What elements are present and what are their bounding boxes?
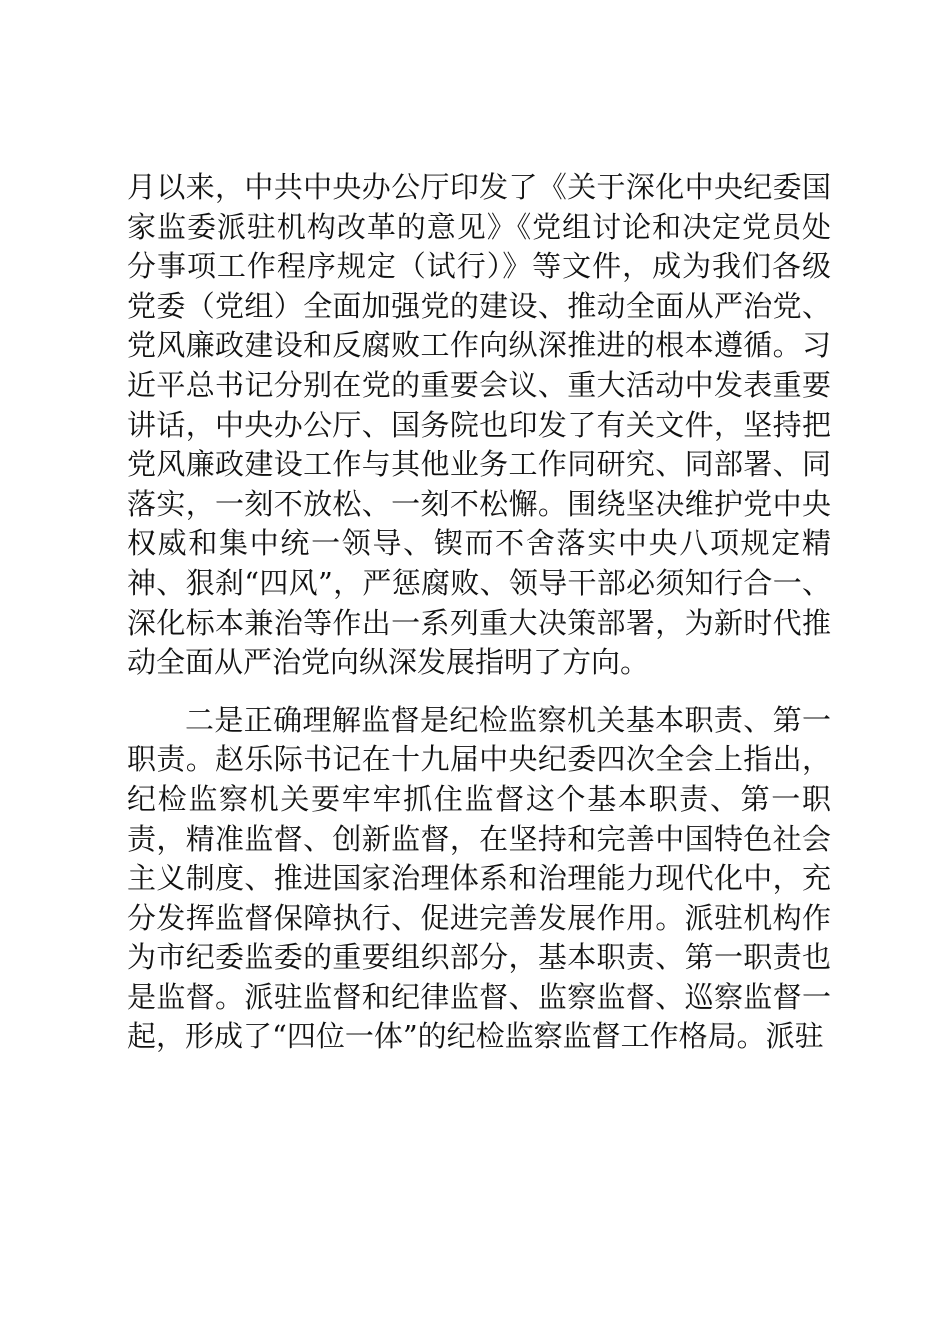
paragraph-second-point: 二是正确理解监督是纪检监察机关基本职责、第一职责。赵乐际书记在十九届中央纪委四次全会上指出，纪检监察机关要牢牢抓住监督这个基本职责、第一职责，精准监督、创新监督，在坚持和完善中国特色社会主义制度、推进国家治理体系和治理能力现代化中，充分发挥监督保障执行、促进完善发展作用。派驻机构作为市纪委监委的重要组织部分，基本职责、第一职责也是监督。派驻监督和纪律监督、监察监督、巡察监督一起，形成了“四位一体”的纪检监察监督工作格局。派驻 xyxy=(127,702,831,1054)
paragraph-continuation: 月以来，中共中央办公厅印发了《关于深化中央纪委国家监委派驻机构改革的意见》《党组讨论和决定党员处分事项工作程序规定（试行）》等文件，成为我们各级党委（党组）全面加强党的建设、推动全面从严治党、党风廉政建设和反腐败工作向纵深推进的根本遵循。习近平总书记分别在党的重要会议、重大活动中发表重要讲话，中央办公厅、国务院也印发了有关文件，坚持把党风廉政建设工作与其他业务工作同研究、同部署、同落实，一刻不放松、一刻不松懈。围绕坚决维护党中央权威和集中统一领导、锲而不舍落实中央八项规定精神、狠刹“四风”，严惩腐败、领导干部必须知行合一、深化标本兼治等作出一系列重大决策部署，为新时代推动全面从严治党向纵深发展指明了方向。 xyxy=(127,170,831,680)
document-body xyxy=(127,168,831,1057)
